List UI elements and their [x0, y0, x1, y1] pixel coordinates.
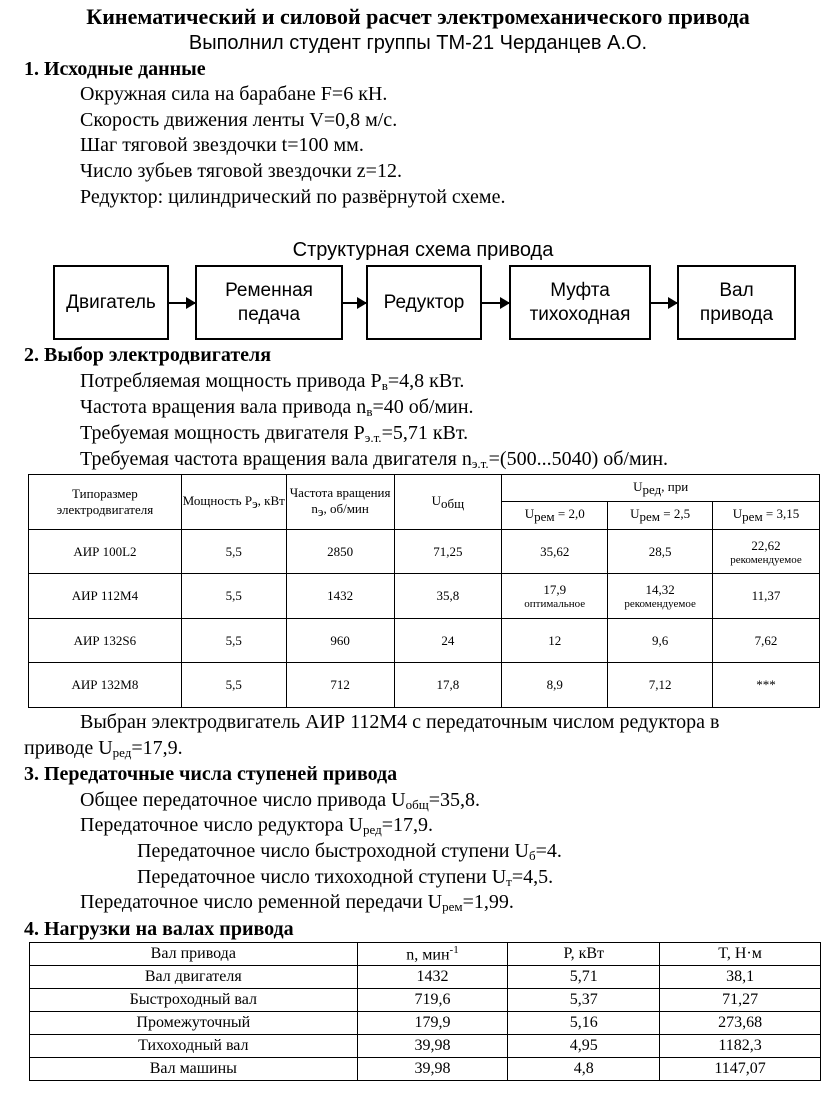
table-row: [30, 1012, 821, 1035]
scheme-block-coupling: Муфта тихоходная: [509, 265, 651, 340]
scheme-block-shaft: Вал привода: [677, 265, 796, 340]
section-3-heading: 3. Передаточные числа ступеней привода: [24, 763, 398, 785]
header-frequency: Частота вращения $n_э$, об/мин: [286, 475, 394, 530]
header-power: Мощность $P_э$, кВт: [181, 475, 286, 530]
arrow-right-icon: [482, 302, 509, 304]
table-row: [30, 1058, 821, 1081]
table-row: [29, 574, 820, 619]
cell-p: 5,16: [508, 1012, 660, 1035]
cell-belt-3-15: 11,37: [713, 574, 820, 619]
table-row: [30, 989, 821, 1012]
scheme-caption: Структурная схема привода: [292, 239, 554, 261]
table-row: [29, 663, 820, 708]
cell-u: 71,25: [394, 530, 502, 574]
sec1-line-2: Скорость движения ленты V=0,8 м/с.: [80, 109, 398, 131]
cell-freq: 712: [286, 663, 394, 708]
document-author: Выполнил студент группы ТМ-21 Черданцев А.О.: [188, 32, 648, 54]
cell-power: 5,5: [181, 619, 286, 663]
sec2-line-2: Частота вращения вала привода $n_в=40$ об/мин.: [80, 396, 474, 419]
cell-freq: 960: [286, 619, 394, 663]
header-u-total: $U_{общ}$: [394, 475, 502, 530]
scheme-block-reducer: Редуктор: [366, 265, 482, 340]
cell-t: 71,27: [660, 989, 821, 1012]
sec3-line-5: Передаточное число ременной передачи $U_{рем}=1,99$.: [80, 891, 514, 914]
cell-shaft: Быстроходный вал: [30, 989, 358, 1012]
cell-t: 273,68: [660, 1012, 821, 1035]
cell-p: 5,37: [508, 989, 660, 1012]
table-row: [30, 1035, 821, 1058]
cell-belt-2-5: 7,12: [608, 663, 713, 708]
cell-n: 39,98: [357, 1058, 508, 1081]
cell-type: АИР 100L2: [29, 530, 182, 574]
section-4-heading: 4. Нагрузки на валах привода: [24, 918, 294, 940]
cell-shaft: Вал двигателя: [30, 966, 358, 989]
cell-p: 5,71: [508, 966, 660, 989]
header-n: n, мин$^{-1}$: [357, 943, 508, 966]
cell-freq: 1432: [286, 574, 394, 619]
cell-shaft: Промежуточный: [30, 1012, 358, 1035]
cell-shaft: Вал машины: [30, 1058, 358, 1081]
header-u-reducer: $U_{ред}$, при: [502, 475, 820, 502]
arrow-right-icon: [169, 302, 195, 304]
header-shaft: Вал привода: [30, 943, 358, 966]
table-row: [30, 966, 821, 989]
section-2-heading: 2. Выбор электродвигателя: [24, 344, 272, 366]
scheme-block-belt: Ременная педача: [195, 265, 343, 340]
cell-n: 179,9: [357, 1012, 508, 1035]
cell-belt-3-15: 7,62: [713, 619, 820, 663]
cell-u: 24: [394, 619, 502, 663]
choice-line-2: приводе $U_{ред}=17,9$.: [24, 737, 183, 760]
cell-p: 4,8: [508, 1058, 660, 1081]
table-row: [29, 619, 820, 663]
scheme-block-motor: Двигатель: [53, 265, 169, 340]
cell-belt-2-5: 9,6: [608, 619, 713, 663]
cell-belt-2-0: 12: [502, 619, 608, 663]
cell-p: 4,95: [508, 1035, 660, 1058]
cell-belt-2-0: 8,9: [502, 663, 608, 708]
document-title: Кинематический и силовой расчет электромеханического привода: [86, 4, 750, 29]
header-p: P, кВт: [508, 943, 660, 966]
cell-power: 5,5: [181, 663, 286, 708]
arrow-right-icon: [343, 302, 366, 304]
cell-power: 5,5: [181, 530, 286, 574]
cell-belt-2-5: 28,5: [608, 530, 713, 574]
cell-n: 719,6: [357, 989, 508, 1012]
sec3-line-1: Общее передаточное число привода $U_{общ}=35,8$.: [80, 789, 481, 812]
cell-type: АИР 112М4: [29, 574, 182, 619]
sec2-line-1: Потребляемая мощность привода $P_в=4,8$ кВт.: [80, 370, 465, 393]
sec3-line-4: Передаточное число тихоходной ступени $U_т=4,5$.: [137, 866, 554, 889]
cell-belt-3-15: ***: [713, 663, 820, 708]
sec3-line-3: Передаточное число быстроходной ступени $U_б=4$.: [137, 840, 562, 863]
sec1-line-4: Число зубьев тяговой звездочки z=12.: [80, 160, 402, 182]
motor-selection-table: [28, 474, 820, 708]
cell-u: 35,8: [394, 574, 502, 619]
cell-t: 38,1: [660, 966, 821, 989]
header-belt-2-0: $U_{рем} = 2,0$: [502, 502, 608, 530]
arrow-right-icon: [651, 302, 677, 304]
cell-u: 17,8: [394, 663, 502, 708]
cell-n: 1432: [357, 966, 508, 989]
cell-freq: 2850: [286, 530, 394, 574]
cell-belt-2-0: 35,62: [502, 530, 608, 574]
sec3-line-2: Передаточное число редуктора $U_{ред}=17,9$.: [80, 814, 433, 837]
table-row: [29, 530, 820, 574]
cell-belt-2-5: 14,32 рекомендуемое: [608, 574, 713, 619]
cell-shaft: Тихоходный вал: [30, 1035, 358, 1058]
header-belt-3-15: $U_{рем} = 3,15$: [713, 502, 820, 530]
cell-type: АИР 132М8: [29, 663, 182, 708]
header-t: T, Н·м: [660, 943, 821, 966]
cell-t: 1147,07: [660, 1058, 821, 1081]
cell-n: 39,98: [357, 1035, 508, 1058]
sec1-line-3: Шаг тяговой звездочки t=100 мм.: [80, 134, 364, 156]
header-belt-2-5: $U_{рем} = 2,5$: [608, 502, 713, 530]
header-motor-type: Типоразмер электродвигателя: [29, 475, 182, 530]
cell-belt-3-15: 22,62 рекомендуемое: [713, 530, 820, 574]
section-1-heading: 1. Исходные данные: [24, 58, 206, 80]
choice-line-1: Выбран электродвигатель АИР 112М4 с передаточным числом редуктора в: [80, 711, 720, 733]
cell-power: 5,5: [181, 574, 286, 619]
sec1-line-5: Редуктор: цилиндрический по развёрнутой схеме.: [80, 186, 506, 208]
cell-type: АИР 132S6: [29, 619, 182, 663]
sec2-line-3: Требуемая мощность двигателя $P_{э.т.}=5,71$ кВт.: [80, 422, 469, 445]
cell-t: 1182,3: [660, 1035, 821, 1058]
cell-belt-2-0: 17,9 оптимальное: [502, 574, 608, 619]
shaft-loads-table: [29, 942, 821, 1081]
sec1-line-1: Окружная сила на барабане F=6 кН.: [80, 83, 388, 105]
sec2-line-4: Требуемая частота вращения вала двигателя $n_{э.т.}=(500...5040)$ об/мин.: [80, 448, 669, 471]
